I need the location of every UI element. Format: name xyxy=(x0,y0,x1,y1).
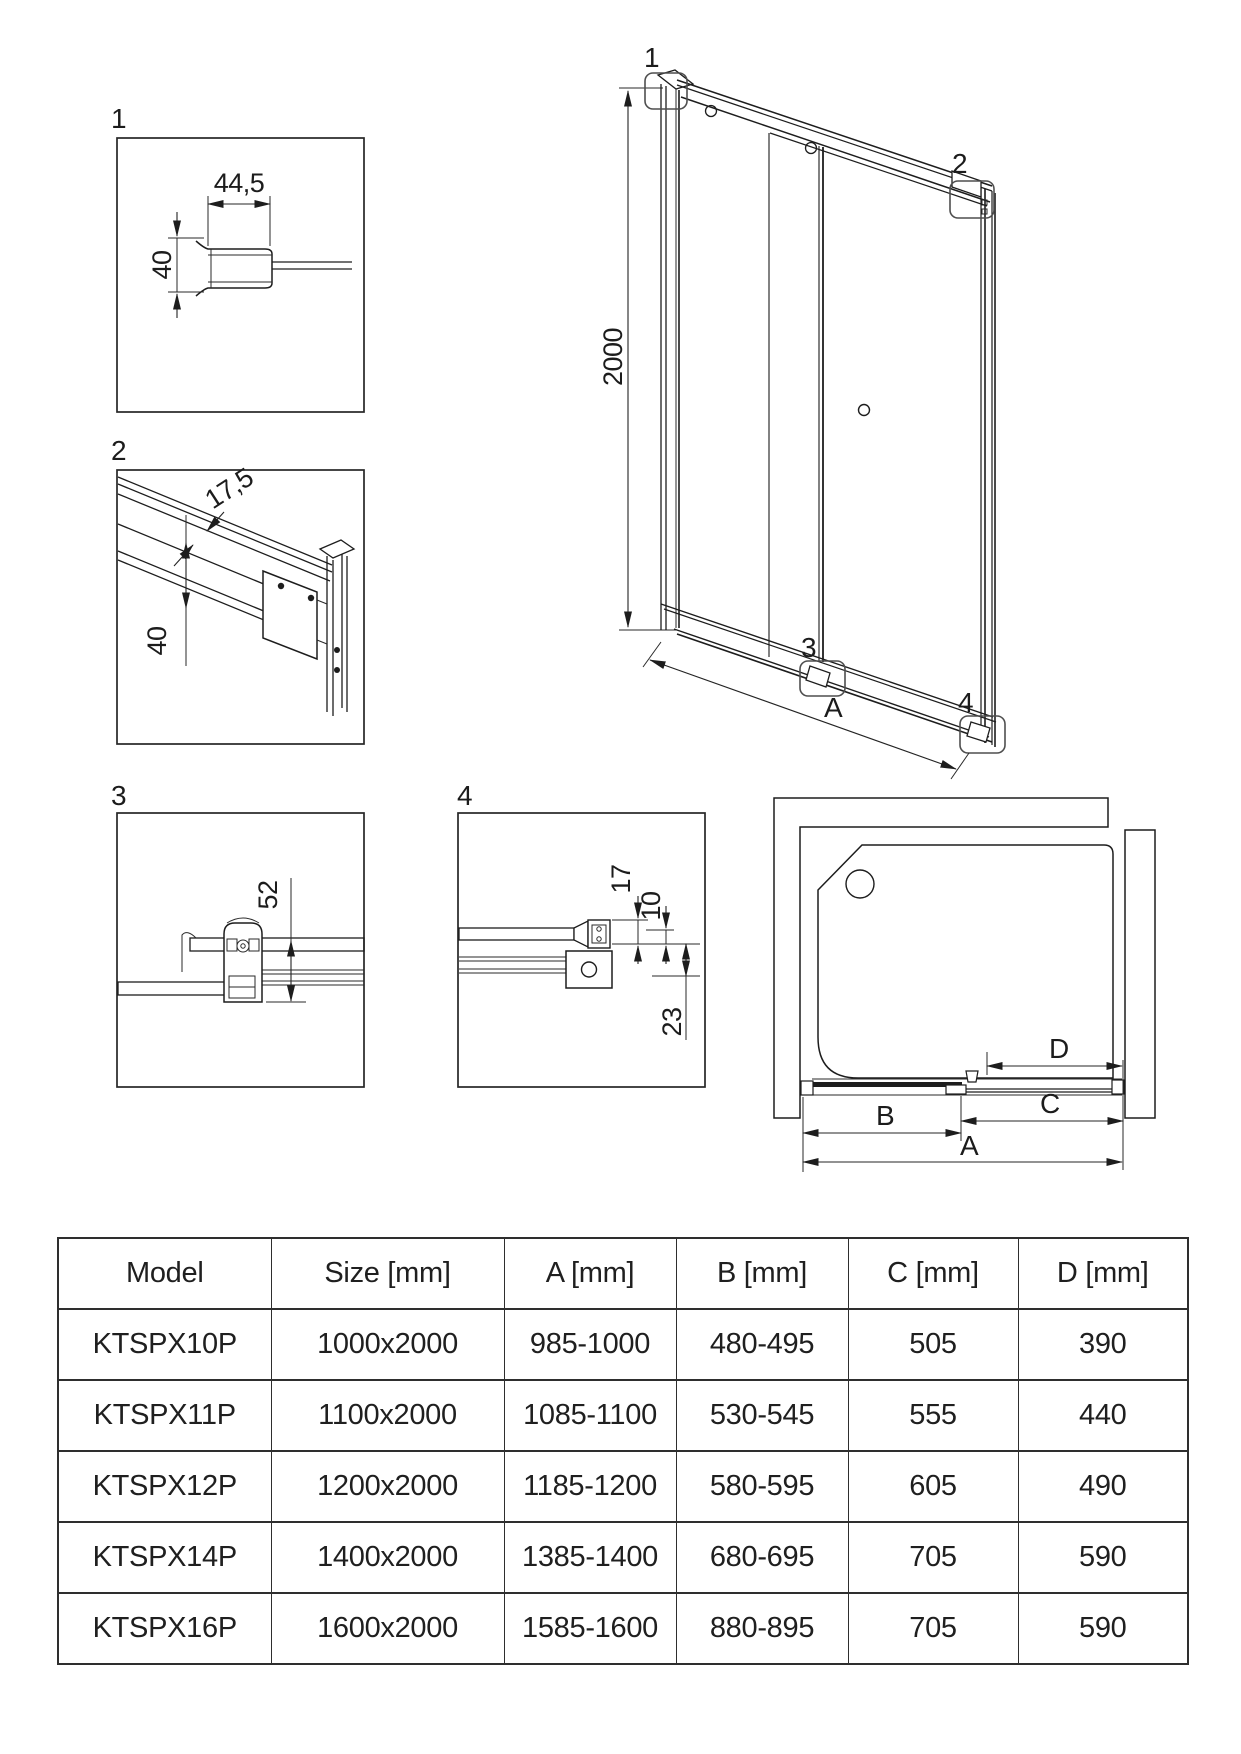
top-rail xyxy=(677,80,992,202)
callout-4-number: 4 xyxy=(958,687,974,718)
table-cell: 480-495 xyxy=(676,1309,848,1380)
table-cell: 390 xyxy=(1018,1309,1188,1380)
table-cell: 705 xyxy=(848,1593,1018,1664)
table-header-row xyxy=(58,1238,1188,1309)
callout-2-number: 2 xyxy=(952,148,968,179)
table-cell: KTSPX14P xyxy=(58,1522,271,1593)
size-table xyxy=(57,1237,1189,1665)
table-cell: 1085-1100 xyxy=(504,1380,676,1451)
callout-3-number: 3 xyxy=(801,632,817,663)
dim-17: 17 xyxy=(606,864,636,894)
table-cell: KTSPX10P xyxy=(58,1309,271,1380)
table-cell: 1100x2000 xyxy=(271,1380,504,1451)
glass-panels xyxy=(769,133,987,662)
table-cell: 985-1000 xyxy=(504,1309,676,1380)
detail-1-dim-height xyxy=(147,212,204,318)
table-cell: 1585-1600 xyxy=(504,1593,676,1664)
table-cell: 590 xyxy=(1018,1593,1188,1664)
table-row xyxy=(58,1522,1188,1593)
dim-2000: 2000 xyxy=(598,327,628,387)
slider-block-plan xyxy=(946,1085,966,1094)
table-row xyxy=(58,1593,1188,1664)
detail-3-panel xyxy=(111,780,364,1087)
end-cap-plan xyxy=(1112,1080,1124,1094)
wall-right xyxy=(1125,830,1155,1118)
detail-1-drawing xyxy=(196,241,352,296)
table-cell: 505 xyxy=(848,1309,1018,1380)
detail-1-panel xyxy=(111,103,364,412)
table-cell: 1385-1400 xyxy=(504,1522,676,1593)
table-cell: 555 xyxy=(848,1380,1018,1451)
header-b: B [mm] xyxy=(676,1238,848,1309)
table-cell: 1200x2000 xyxy=(271,1451,504,1522)
detail-4-drawing xyxy=(459,920,612,988)
dim-23: 23 xyxy=(657,1007,687,1037)
dim-40-detail1: 40 xyxy=(147,250,177,280)
table-cell: 490 xyxy=(1018,1451,1188,1522)
table-cell: 590 xyxy=(1018,1522,1188,1593)
detail-3-drawing xyxy=(118,918,364,1002)
table-cell: 580-595 xyxy=(676,1451,848,1522)
table-cell: 440 xyxy=(1018,1380,1188,1451)
table-cell: 605 xyxy=(848,1451,1018,1522)
detail-2-panel xyxy=(111,435,364,744)
plan-view xyxy=(774,798,1155,1172)
door-handle-hole xyxy=(859,405,870,416)
table-cell: KTSPX11P xyxy=(58,1380,271,1451)
dim-A-plan: A xyxy=(960,1130,979,1161)
table-cell: 1400x2000 xyxy=(271,1522,504,1593)
header-c: C [mm] xyxy=(848,1238,1018,1309)
main-isometric-view xyxy=(598,42,1005,779)
detail-2-dim-depth xyxy=(174,462,258,566)
detail-1-dim-width xyxy=(208,168,270,246)
dim-10: 10 xyxy=(636,891,666,921)
detail-3-number: 3 xyxy=(111,780,127,811)
detail-4-frame xyxy=(458,813,705,1087)
fixed-glass-plan xyxy=(813,1082,962,1087)
handle-knob-plan xyxy=(966,1071,978,1082)
callout-1-number: 1 xyxy=(644,42,660,73)
table-cell: 1000x2000 xyxy=(271,1309,504,1380)
detail-4-panel xyxy=(457,780,705,1087)
right-profile xyxy=(952,171,995,747)
table-cell: 680-695 xyxy=(676,1522,848,1593)
table-row xyxy=(58,1309,1188,1380)
dim-D: D xyxy=(1049,1033,1069,1064)
dim-52: 52 xyxy=(253,880,283,910)
table-cell: 705 xyxy=(848,1522,1018,1593)
table-cell: KTSPX16P xyxy=(58,1593,271,1664)
table-cell: 1600x2000 xyxy=(271,1593,504,1664)
dim-44-5: 44,5 xyxy=(213,168,265,198)
header-a: A [mm] xyxy=(504,1238,676,1309)
height-dimension-2000 xyxy=(598,88,676,630)
table-cell: 880-895 xyxy=(676,1593,848,1664)
shower-tray xyxy=(818,845,1113,1078)
table-row xyxy=(58,1451,1188,1522)
detail-2-number: 2 xyxy=(111,435,127,466)
table-cell: 530-545 xyxy=(676,1380,848,1451)
bottom-guide-block xyxy=(806,666,830,687)
wall-bracket-plan xyxy=(801,1081,813,1095)
table-row xyxy=(58,1380,1188,1451)
header-size: Size [mm] xyxy=(271,1238,504,1309)
detail-1-number: 1 xyxy=(111,103,127,134)
dim-B: B xyxy=(876,1100,895,1131)
dim-C: C xyxy=(1040,1088,1060,1119)
header-d: D [mm] xyxy=(1018,1238,1188,1309)
table-cell: 1185-1200 xyxy=(504,1451,676,1522)
corner-foot-block xyxy=(967,722,990,742)
table-cell: KTSPX12P xyxy=(58,1451,271,1522)
dim-17-5: 17,5 xyxy=(199,462,259,515)
detail-4-number: 4 xyxy=(457,780,473,811)
header-model: Model xyxy=(58,1238,271,1309)
detail-2-dim-height xyxy=(142,515,186,666)
wall-profile xyxy=(658,70,693,630)
detail-4-dims xyxy=(606,864,700,1040)
dim-40-detail2: 40 xyxy=(142,626,172,656)
detail-2-drawing xyxy=(118,477,354,716)
dim-A-iso: A xyxy=(824,692,843,723)
